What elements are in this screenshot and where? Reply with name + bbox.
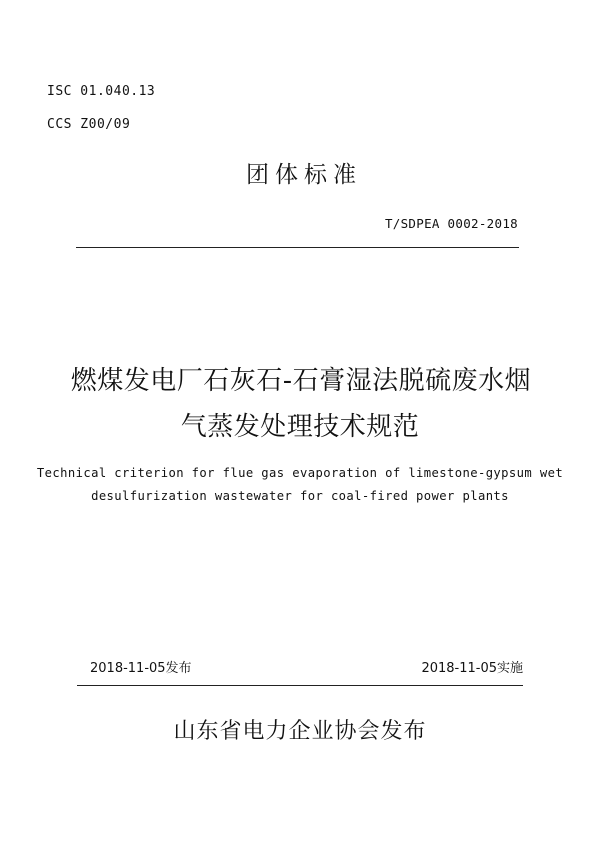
standard-number: T/SDPEA 0002-2018 <box>384 216 518 231</box>
top-divider <box>76 247 519 248</box>
ics-code: ISC 01.040.13 <box>47 84 156 99</box>
bottom-divider <box>77 685 523 686</box>
implementation-date: 2018-11-05实施 <box>421 661 523 676</box>
title-english-line-1: Technical criterion for flue gas evaporation of limestone-gypsum wet <box>36 466 564 480</box>
standard-type: 团体标准 <box>246 162 362 188</box>
publisher: 山东省电力企业协会发布 <box>173 719 427 744</box>
title-chinese-line-1: 燃煤发电厂石灰石-石膏湿法脱硫废水烟 <box>70 366 532 396</box>
title-english-line-2: desulfurization wastewater for coal-fired power plants <box>91 489 509 503</box>
issue-date: 2018-11-05发布 <box>90 661 192 676</box>
ccs-code: CCS Z00/09 <box>47 117 131 132</box>
title-chinese-line-2: 气蒸发处理技术规范 <box>180 412 420 442</box>
